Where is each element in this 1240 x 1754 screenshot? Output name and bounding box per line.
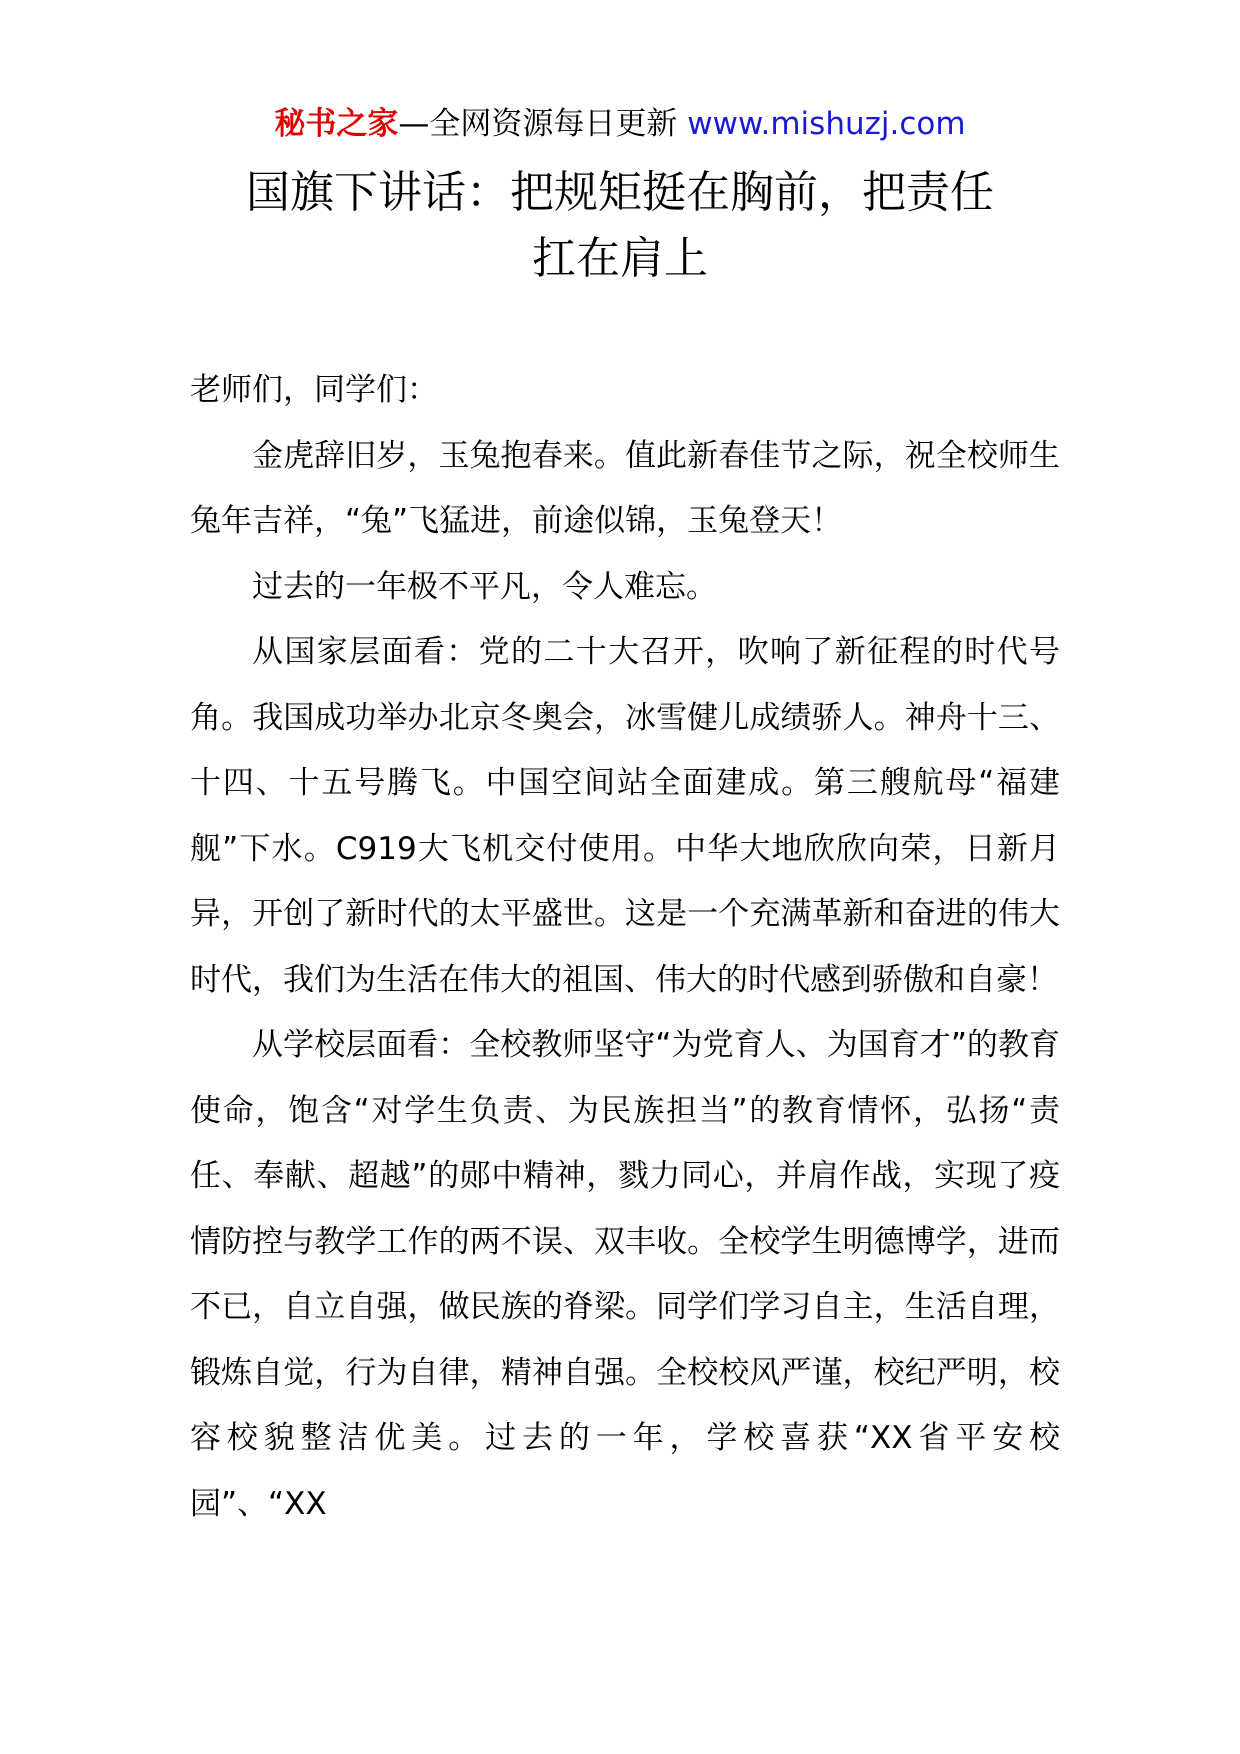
document-body <box>190 358 1060 1537</box>
site-slogan: —全网资源每日更新 <box>398 106 688 142</box>
paragraph-school-level: 从学校层面看：全校教师坚守“为党育人、为国育才”的教育使命，饱含“对学生负责、为民族担当”的教育情怀，弘扬“责任、奉献、超越”的郧中精神，戮力同心，并肩作战，实现了疫情防控与教学工作的两不误、双丰收。全校学生明德博学，进而不已，自立自强，做民族的脊梁。同学们学习自主，生活自理，锻炼自觉，行为自律，精神自强。全校校风严谨，校纪严明，校容校貌整洁优美。过去的一年，学校喜获“XX省平安校园”、“XX <box>190 1027 1060 1522</box>
document-title-line-1: 国旗下讲话：把规矩挺在胸前，把责任 <box>246 167 994 218</box>
document-title-line-2: 扛在肩上 <box>532 233 708 284</box>
document-title <box>0 160 1240 292</box>
site-url-link[interactable]: www.mishuzj.com <box>687 106 966 142</box>
site-brand: 秘书之家 <box>274 106 399 142</box>
salutation: 老师们，同学们： <box>190 372 438 408</box>
paragraph-year-review: 过去的一年极不平凡，令人难忘。 <box>252 568 717 605</box>
paragraph-greeting: 金虎辞旧岁，玉兔抱春来。值此新春佳节之际，祝全校师生兔年吉祥，“兔”飞猛进，前途似锦，玉兔登天！ <box>190 437 1060 539</box>
site-header <box>0 100 1240 148</box>
paragraph-national-level: 从国家层面看：党的二十大召开，吹响了新征程的时代号角。我国成功举办北京冬奥会，冰雪健儿成绩骄人。神舟十三、十四、十五号腾飞。中国空间站全面建成。第三艘航母“福建舰”下水。C919大飞机交付使用。中华大地欣欣向荣，日新月异，开创了新时代的太平盛世。这是一个充满革新和奋进的伟大时代，我们为生活在伟大的祖国、伟大的时代感到骄傲和自豪！ <box>190 634 1060 998</box>
